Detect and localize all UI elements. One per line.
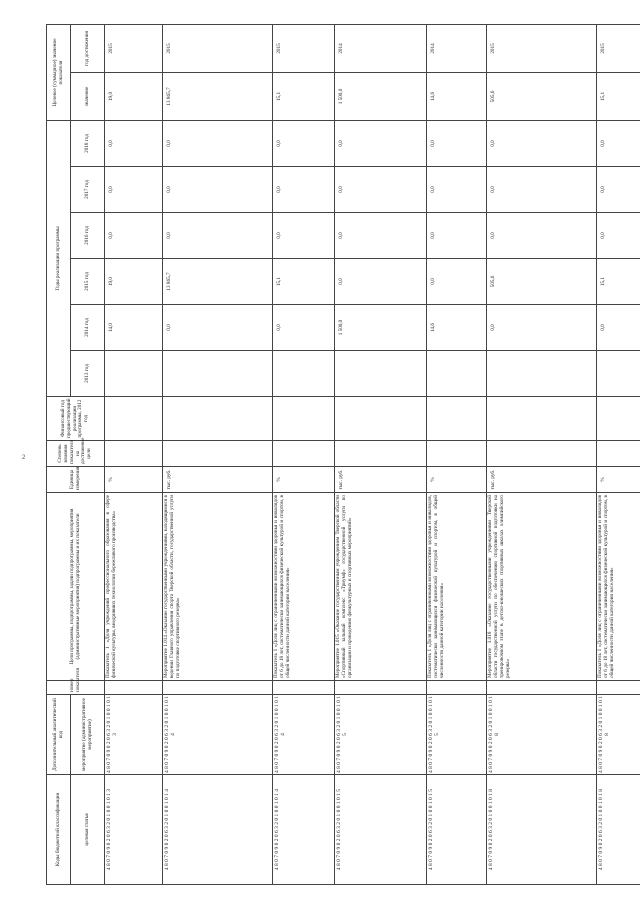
- row-target-value: 505,6: [487, 72, 597, 120]
- row-value-year-2015: 15,1: [273, 259, 335, 305]
- header-unit: Единица измерения: [47, 467, 105, 493]
- row-value-year-2014: 1 500,0: [335, 305, 427, 351]
- header-target: Целевое (суммарное) значение показателя: [47, 24, 71, 120]
- row-value-year-2013: [163, 351, 273, 397]
- row-target-value: 1 500,0: [335, 72, 427, 120]
- analytic-codes: 4 8 0 7 0 9 0 2 0 6 3 2 0 1 0 0 1 0 1 8: [597, 695, 640, 775]
- indicator-no: [427, 681, 487, 695]
- row-influence: [487, 441, 597, 467]
- row-fin-plan: [105, 397, 163, 441]
- indicator-no: [105, 681, 163, 695]
- row-target-value: 13 865,7: [163, 72, 273, 120]
- row-fin-plan: [597, 397, 640, 441]
- row-value-year-2017: 0,0: [273, 167, 335, 213]
- header-influence: Степень влияния показателя на достижение цели: [47, 441, 105, 467]
- header-year-2016: 2016 год: [71, 213, 105, 259]
- header-fin-plan: Финансовый год предшествующий реализации программы, 2012 год: [47, 397, 105, 441]
- table-row: [597, 24, 640, 884]
- row-target-year: 2014: [335, 24, 427, 72]
- page-mark: 2: [22, 455, 26, 461]
- analytic-codes: 4 8 0 7 0 9 0 2 0 6 3 2 0 1 0 0 1 0 1 3: [105, 695, 163, 775]
- row-target-value: 14,6: [427, 72, 487, 120]
- row-value-year-2018: 0,0: [597, 120, 640, 166]
- header-year-2018: 2018 год: [71, 120, 105, 166]
- row-value-year-2015: 13 865,7: [163, 259, 273, 305]
- row-value-year-2016: 0,0: [163, 213, 273, 259]
- row-influence: [335, 441, 427, 467]
- header-year-2015: 2015 год: [71, 259, 105, 305]
- header-year-2013: 2013 год: [71, 351, 105, 397]
- row-text: Показатель 1 «Доля лиц с ограниченными возможностями здоровья и инвалидов, систематически занимающихся физической культурой и спортом, в общей численности данной категории населения»: [427, 493, 487, 681]
- row-target-year: 2015: [163, 24, 273, 72]
- row-unit: %: [105, 467, 163, 493]
- analytic-codes: 4 8 0 7 0 9 0 2 0 6 3 2 0 1 0 0 1 0 1 5: [427, 695, 487, 775]
- rotated-table-sheet: [46, 25, 634, 885]
- row-unit: тыс. руб.: [163, 467, 273, 493]
- row-value-year-2017: 0,0: [163, 167, 273, 213]
- header-goals: Цели программы, подпрограммы, задачи подпрограммы, мероприятия (административные мероприятия) подпрограммы и их показатели: [47, 493, 105, 681]
- row-target-year: 2015: [597, 24, 640, 72]
- row-value-year-2015: 0,0: [335, 259, 427, 305]
- row-value-year-2014: 14,6: [427, 305, 487, 351]
- header-year-2014: 2014 год: [71, 305, 105, 351]
- row-unit: тыс. руб.: [335, 467, 427, 493]
- table-row: [105, 24, 163, 884]
- table-row: [273, 24, 335, 884]
- budget-codes: 4 8 0 7 0 9 0 2 0 6 3 2 0 1 0 0 1 0 1 4: [273, 775, 335, 885]
- row-influence: [597, 441, 640, 467]
- row-text: Мероприятие 1.018 «Оказание государственными учреждениями Тверской области государственной услуги по обеспечению спортивной подготовки на тренировочном этапе в детско-юношеских спортивных школах олимпийского резерва»: [487, 493, 597, 681]
- row-value-year-2017: 0,0: [427, 167, 487, 213]
- indicator-no: [273, 681, 335, 695]
- row-value-year-2017: 0,0: [105, 167, 163, 213]
- row-value-year-2013: [105, 351, 163, 397]
- row-value-year-2016: 0,0: [105, 213, 163, 259]
- row-value-year-2017: 0,0: [487, 167, 597, 213]
- row-value-year-2014: 0,0: [597, 305, 640, 351]
- row-value-year-2016: 0,0: [427, 213, 487, 259]
- row-text: Показатель 1 «Доля лиц с ограниченными возможностями здоровья и инвалидов от 6 до 18 лет, систематически занимающихся физической культурой и спортом, в общей численности данной категории населения»: [597, 493, 640, 681]
- program-table: [46, 24, 640, 885]
- header-budget-class: Коды бюджетной классификации: [47, 775, 71, 885]
- budget-codes: 4 8 0 7 0 9 0 2 0 6 3 2 0 1 0 0 1 0 1 8: [597, 775, 640, 885]
- row-text: Показатель 1 «Доля лиц с ограниченными возможностями здоровья и инвалидов от 6 до 18 лет, систематически занимающихся физической культурой и спортом, в общей численности данной категории населения»: [273, 493, 335, 681]
- row-influence: [163, 441, 273, 467]
- row-fin-plan: [487, 397, 597, 441]
- header-years: Годы реализации программы: [47, 120, 71, 396]
- budget-codes: 4 8 0 7 0 9 0 2 0 6 3 2 0 1 0 0 1 0 1 8: [487, 775, 597, 885]
- row-target-year: 2015: [273, 24, 335, 72]
- row-target-year: 2014: [427, 24, 487, 72]
- row-value-year-2013: [273, 351, 335, 397]
- row-value-year-2015: 505,6: [487, 259, 597, 305]
- table-row: [335, 24, 427, 884]
- indicator-no: [487, 681, 597, 695]
- row-influence: [273, 441, 335, 467]
- row-target-value: 15,1: [597, 72, 640, 120]
- header-indicator-no: номер показателя: [47, 681, 105, 695]
- row-target-year: 2015: [487, 24, 597, 72]
- row-influence: [105, 441, 163, 467]
- row-target-year: 2015: [105, 24, 163, 72]
- row-value-year-2015: 0,0: [427, 259, 487, 305]
- analytic-codes: 4 8 0 7 0 9 0 2 0 6 3 2 0 1 0 0 1 0 1 8: [487, 695, 597, 775]
- indicator-no: [597, 681, 640, 695]
- header-target-value: значение: [71, 72, 105, 120]
- row-text: Мероприятие 1.015 «Оказание государственным учреждением Тверской области «Спортивный зальный комплекс «Триумф» государственной услуги по организации и проведению физкультурных и спортивных мероприятий»: [335, 493, 427, 681]
- row-target-value: 19,0: [105, 72, 163, 120]
- row-unit: %: [427, 467, 487, 493]
- row-value-year-2016: 0,0: [487, 213, 597, 259]
- row-fin-plan: [335, 397, 427, 441]
- header-target-year: год достижения: [71, 24, 105, 72]
- row-value-year-2014: 0,0: [487, 305, 597, 351]
- row-unit: %: [273, 467, 335, 493]
- row-fin-plan: [273, 397, 335, 441]
- row-value-year-2018: 0,0: [105, 120, 163, 166]
- row-fin-plan: [163, 397, 273, 441]
- row-unit: тыс. руб.: [487, 467, 597, 493]
- header-budget-sub: целевая статья: [71, 775, 105, 885]
- table-row: [163, 24, 273, 884]
- row-target-value: 15,1: [273, 72, 335, 120]
- row-value-year-2018: 0,0: [163, 120, 273, 166]
- row-fin-plan: [427, 397, 487, 441]
- row-value-year-2016: 0,0: [273, 213, 335, 259]
- indicator-no: [335, 681, 427, 695]
- table-row: [427, 24, 487, 884]
- row-value-year-2013: [427, 351, 487, 397]
- row-value-year-2017: 0,0: [335, 167, 427, 213]
- row-value-year-2016: 0,0: [597, 213, 640, 259]
- row-value-year-2018: 0,0: [487, 120, 597, 166]
- row-value-year-2013: [335, 351, 427, 397]
- row-value-year-2018: 0,0: [427, 120, 487, 166]
- row-value-year-2014: 0,0: [163, 305, 273, 351]
- row-value-year-2016: 0,0: [335, 213, 427, 259]
- row-value-year-2017: 0,0: [597, 167, 640, 213]
- indicator-no: [163, 681, 273, 695]
- header-year-2017: 2017 год: [71, 167, 105, 213]
- budget-codes: 4 8 0 7 0 9 0 2 0 6 3 2 0 1 0 0 1 0 1 4: [163, 775, 273, 885]
- budget-codes: 4 8 0 7 0 9 0 2 0 6 3 2 0 1 0 0 1 0 1 3: [105, 775, 163, 885]
- row-value-year-2013: [487, 351, 597, 397]
- row-text: Мероприятие 1.014 «Оказание государственными учреждениями, находящимися в ведении Главного управления спорта Тверской области, государственной услуги по подготовке спортивного резерва»: [163, 493, 273, 681]
- row-value-year-2014: 14,0: [105, 305, 163, 351]
- header-additional-sub: мероприятие (административное мероприятие): [71, 695, 105, 775]
- row-value-year-2018: 0,0: [273, 120, 335, 166]
- row-influence: [427, 441, 487, 467]
- analytic-codes: 4 8 0 7 0 9 0 2 0 6 3 2 0 1 0 0 1 0 1 4: [163, 695, 273, 775]
- row-unit: %: [597, 467, 640, 493]
- budget-codes: 4 8 0 7 0 9 0 2 0 6 3 2 0 1 0 0 1 0 1 5: [427, 775, 487, 885]
- table-row: [487, 24, 597, 884]
- row-value-year-2018: 0,0: [335, 120, 427, 166]
- row-text: Показатель 1 «Доля учреждений профессионального образования в сфере физической культуры, внедривших технологии бережливого производства»: [105, 493, 163, 681]
- row-value-year-2013: [597, 351, 640, 397]
- analytic-codes: 4 8 0 7 0 9 0 2 0 6 3 2 0 1 0 0 1 0 1 4: [273, 695, 335, 775]
- row-value-year-2014: 0,0: [273, 305, 335, 351]
- budget-codes: 4 8 0 7 0 9 0 2 0 6 3 2 0 1 0 0 1 0 1 5: [335, 775, 427, 885]
- row-value-year-2015: 15,1: [597, 259, 640, 305]
- row-value-year-2015: 19,0: [105, 259, 163, 305]
- header-additional-code: Дополнительный аналитический код: [47, 695, 71, 775]
- analytic-codes: 4 8 0 7 0 9 0 2 0 6 3 2 0 1 0 0 1 0 1 5: [335, 695, 427, 775]
